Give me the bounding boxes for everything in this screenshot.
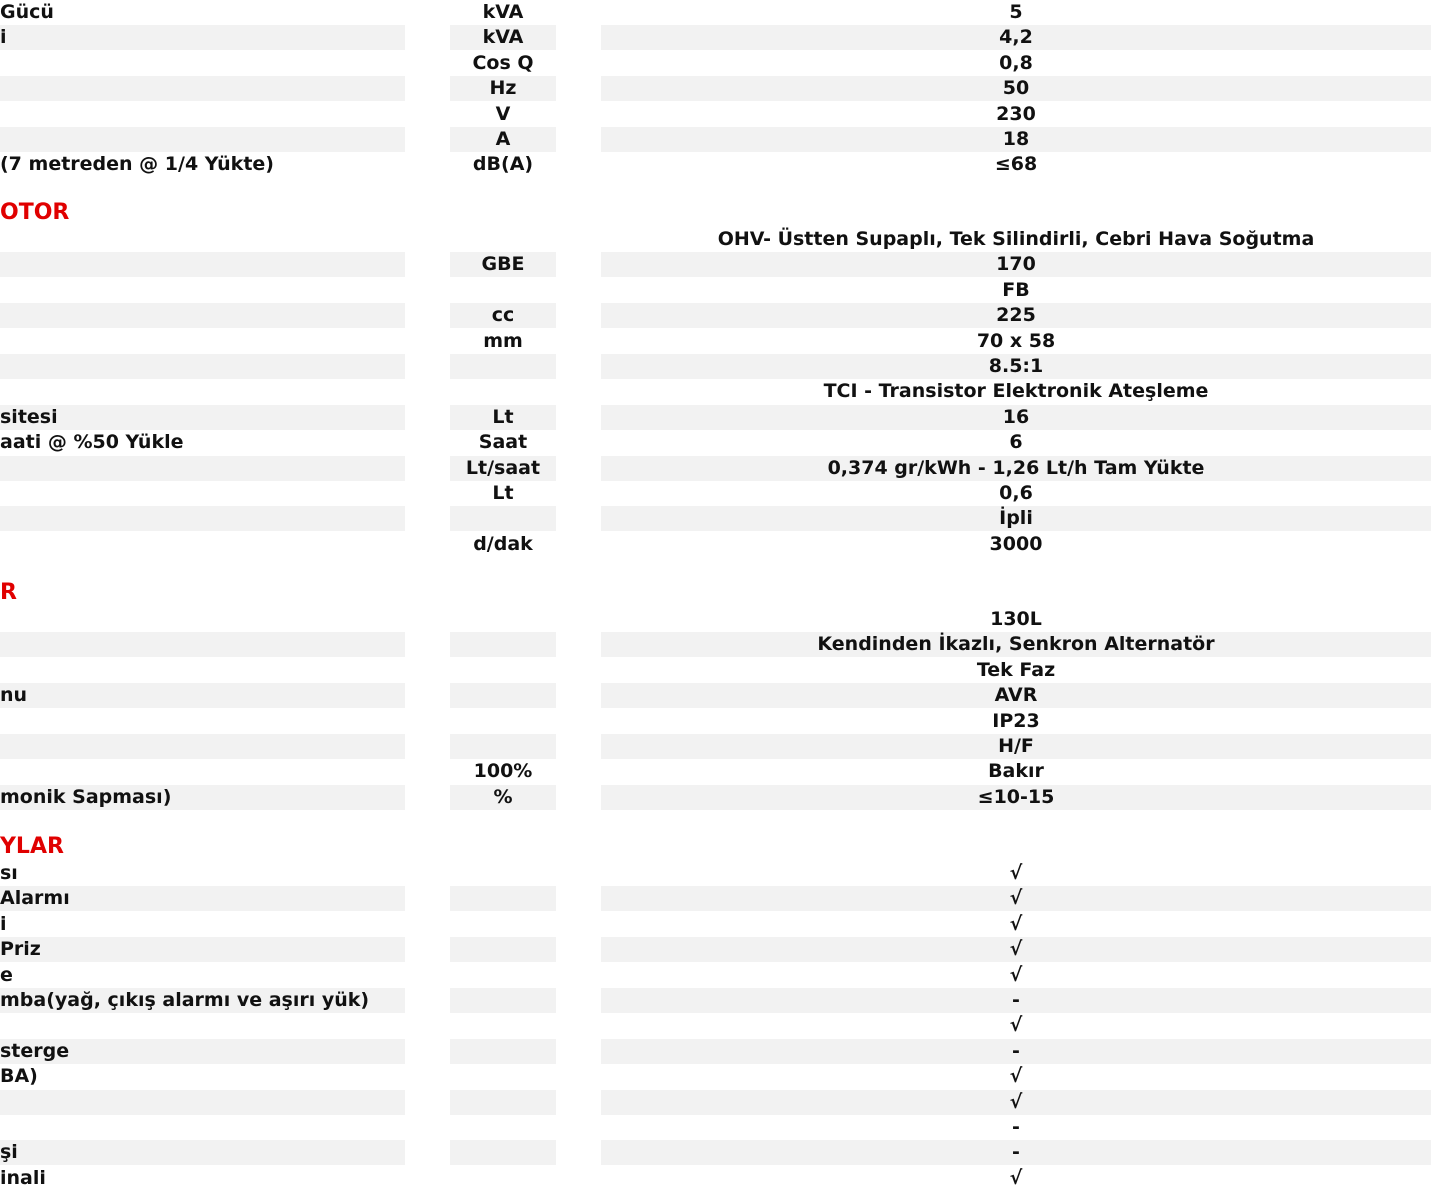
spec-unit: A [450, 127, 556, 152]
spec-value: √ [601, 1090, 1431, 1115]
spec-label: Gücü [0, 1, 54, 23]
spec-value: 50 [601, 76, 1431, 101]
spec-label [0, 632, 405, 657]
spec-unit: Cos Q [472, 51, 534, 74]
spec-row [0, 76, 1224, 101]
spec-row [0, 963, 1224, 988]
spec-value: - [601, 1039, 1431, 1064]
spec-row [0, 532, 1224, 557]
spec-row [0, 1166, 1224, 1191]
spec-row [0, 937, 1224, 962]
spec-unit: Lt/saat [450, 456, 556, 481]
spec-unit: V [495, 102, 511, 125]
spec-value: FB [1002, 278, 1030, 301]
spec-value: 230 [996, 102, 1036, 125]
spec-label [0, 506, 405, 531]
spec-unit: dB(A) [472, 153, 534, 176]
spec-label: (7 metreden @ 1/4 Yükte) [0, 153, 274, 176]
spec-value: - [601, 1140, 1431, 1165]
spec-row [0, 227, 1315, 252]
spec-value: √ [1009, 862, 1023, 884]
spec-row [0, 886, 1224, 911]
spec-label [0, 709, 405, 734]
spec-unit: % [450, 785, 556, 810]
spec-unit: 100% [473, 760, 533, 783]
spec-label [0, 379, 405, 404]
spec-row [0, 632, 1224, 657]
spec-row [0, 1064, 1224, 1089]
spec-unit: d/dak [473, 532, 533, 555]
spec-unit [450, 861, 556, 886]
spec-label: BA) [0, 1065, 38, 1088]
spec-unit: Hz [450, 76, 556, 101]
spec-unit [450, 734, 556, 759]
spec-label [0, 1013, 405, 1038]
spec-label: şi [0, 1140, 405, 1165]
spec-unit [450, 354, 556, 379]
spec-unit [450, 278, 556, 303]
spec-row [0, 1140, 1224, 1165]
spec-value: 16 [601, 405, 1431, 430]
spec-value: H/F [601, 734, 1431, 759]
spec-row [0, 329, 1224, 354]
spec-value: 8.5:1 [601, 354, 1431, 379]
spec-label: sterge [0, 1039, 405, 1064]
spec-value: Kendinden İkazlı, Senkron Alternatör [601, 632, 1431, 657]
spec-label: monik Sapması) [0, 785, 405, 810]
spec-value: TCI - Transistor Elektronik Ateşleme [823, 380, 1209, 403]
spec-unit [450, 632, 556, 657]
spec-value: 5 [1009, 1, 1023, 23]
spec-unit [450, 1115, 556, 1140]
spec-unit [450, 963, 556, 988]
spec-row [0, 303, 1224, 328]
spec-value: 225 [601, 303, 1431, 328]
spec-unit [450, 1064, 556, 1089]
spec-value: 6 [1009, 431, 1023, 454]
spec-label [0, 734, 405, 759]
spec-unit: mm [483, 329, 523, 352]
spec-label [0, 329, 405, 354]
section-title: YLAR [0, 834, 64, 859]
spec-row [0, 785, 1224, 810]
spec-value: Tek Faz [976, 658, 1056, 681]
spec-unit: GBE [450, 252, 556, 277]
spec-unit [450, 1013, 556, 1038]
spec-row [0, 278, 1224, 303]
spec-value: 170 [601, 252, 1431, 277]
spec-row [0, 1013, 1224, 1038]
section-title: R [0, 580, 17, 605]
spec-label: inali [0, 1166, 46, 1189]
spec-row [0, 988, 1224, 1013]
spec-label [0, 1090, 405, 1115]
spec-row [0, 481, 1224, 506]
spec-row [0, 607, 1224, 632]
spec-unit [450, 937, 556, 962]
spec-row [0, 1115, 1224, 1140]
spec-label: e [0, 963, 13, 986]
spec-value: 130L [990, 608, 1042, 630]
section-title: OTOR [0, 200, 70, 225]
spec-unit [450, 379, 556, 404]
spec-label: sı [0, 862, 18, 884]
spec-value: Bakır [988, 760, 1044, 783]
spec-value: √ [1009, 963, 1023, 986]
spec-row [0, 25, 1224, 50]
spec-value: İpli [601, 506, 1431, 531]
spec-value: √ [601, 937, 1431, 962]
spec-value: √ [601, 886, 1431, 911]
spec-unit [450, 1166, 556, 1191]
spec-value: 0,6 [999, 482, 1033, 504]
spec-value: - [601, 988, 1431, 1013]
spec-label [0, 227, 405, 252]
spec-label: Alarmı [0, 886, 405, 911]
spec-label: Priz [0, 937, 405, 962]
spec-value: √ [1009, 1014, 1023, 1037]
spec-unit [450, 1140, 556, 1165]
spec-label [0, 607, 405, 632]
spec-row [0, 152, 1224, 177]
spec-row [0, 1090, 1224, 1115]
spec-row [0, 430, 1224, 455]
spec-unit: kVA [450, 25, 556, 50]
spec-label [0, 303, 405, 328]
spec-unit: Saat [478, 431, 528, 454]
spec-row [0, 51, 1224, 76]
spec-value: OHV- Üstten Supaplı, Tek Silindirli, Cebri Hava Soğutma [717, 228, 1315, 250]
spec-unit: Lt [450, 405, 556, 430]
spec-unit [450, 1090, 556, 1115]
spec-row [0, 456, 1224, 481]
spec-unit [450, 988, 556, 1013]
spec-unit: cc [450, 303, 556, 328]
spec-row [0, 861, 1224, 886]
spec-label [0, 658, 405, 683]
spec-row [0, 379, 1224, 404]
spec-label [0, 532, 405, 557]
spec-value: 0,8 [999, 51, 1033, 74]
spec-value: IP23 [992, 709, 1040, 732]
spec-label [0, 102, 405, 127]
spec-unit: Lt [492, 482, 514, 504]
spec-row [0, 506, 1224, 531]
spec-label [0, 1115, 405, 1140]
spec-label [0, 127, 405, 152]
spec-row [0, 1039, 1224, 1064]
spec-unit [450, 886, 556, 911]
spec-label: nu [0, 683, 405, 708]
spec-value: ≤10-15 [601, 785, 1431, 810]
spec-label: aati @ %50 Yükle [0, 431, 184, 454]
spec-label: mba(yağ, çıkış alarmı ve aşırı yük) [0, 988, 405, 1013]
spec-value: 70 x 58 [976, 329, 1056, 352]
spec-label: i [0, 912, 7, 935]
spec-value: ≤68 [994, 153, 1038, 176]
spec-label: sitesi [0, 405, 405, 430]
spec-row [0, 912, 1224, 937]
spec-row [0, 127, 1224, 152]
spec-row [0, 0, 1224, 25]
spec-label [0, 252, 405, 277]
spec-unit [450, 1039, 556, 1064]
spec-unit: kVA [482, 1, 524, 23]
spec-value: √ [1009, 1065, 1023, 1088]
spec-value: 18 [601, 127, 1431, 152]
spec-row [0, 683, 1224, 708]
spec-value: 0,374 gr/kWh - 1,26 Lt/h Tam Yükte [601, 456, 1431, 481]
spec-unit [450, 506, 556, 531]
spec-label [0, 76, 405, 101]
spec-value: - [1012, 1116, 1020, 1138]
spec-row [0, 759, 1224, 784]
spec-value: √ [1009, 1166, 1023, 1189]
spec-row [0, 405, 1224, 430]
spec-row [0, 252, 1224, 277]
spec-unit [450, 658, 556, 683]
spec-value: √ [1009, 912, 1023, 935]
spec-row [0, 354, 1224, 379]
spec-label [0, 354, 405, 379]
spec-unit [450, 607, 556, 632]
spec-value: 4,2 [601, 25, 1431, 50]
spec-label [0, 51, 405, 76]
spec-unit [450, 912, 556, 937]
spec-row [0, 709, 1224, 734]
spec-label: i [0, 25, 405, 50]
spec-unit [450, 683, 556, 708]
spec-label [0, 278, 405, 303]
spec-unit [450, 709, 556, 734]
spec-row [0, 102, 1224, 127]
spec-row [0, 658, 1224, 683]
spec-row [0, 734, 1224, 759]
spec-label [0, 481, 405, 506]
spec-value: AVR [601, 683, 1431, 708]
spec-label [0, 456, 405, 481]
spec-unit [450, 227, 556, 252]
spec-label [0, 759, 405, 784]
spec-value: 3000 [989, 532, 1043, 555]
